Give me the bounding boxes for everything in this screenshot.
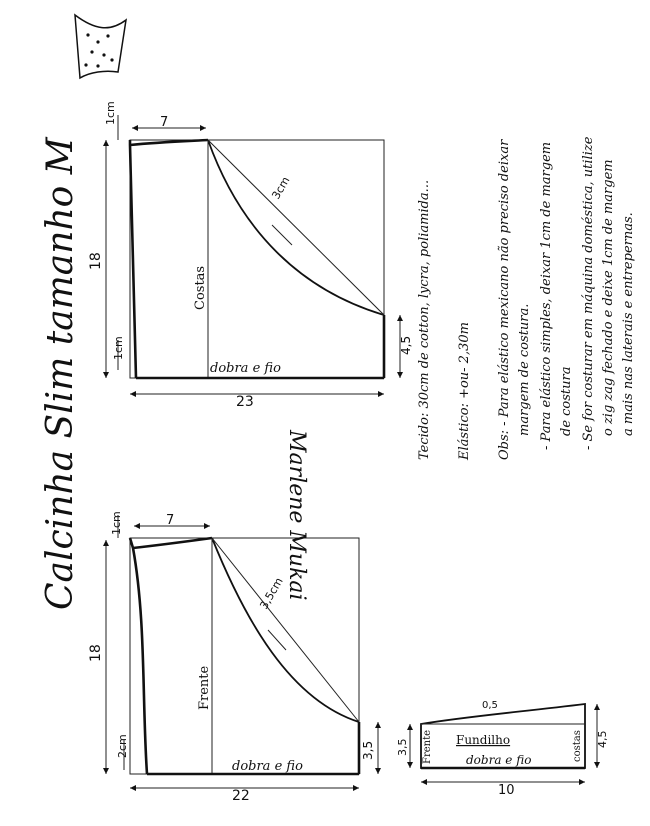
frente-dim-side: 2cm bbox=[116, 734, 129, 758]
fundilho-dim-curve: 0,5 bbox=[482, 700, 498, 711]
frente-dim-width: 22 bbox=[232, 788, 250, 804]
frente-dim-waist: 1cm bbox=[110, 511, 123, 535]
frente-dim-right: 3,5 bbox=[361, 740, 375, 760]
fundilho-pattern bbox=[396, 700, 609, 798]
costas-dim-height: 18 bbox=[88, 252, 104, 270]
note-line: Obs: - Para elástico mexicano não preciso deixar bbox=[497, 139, 512, 460]
signature: Marlene Mukai bbox=[284, 430, 309, 601]
costas-dim-top: 7 bbox=[160, 115, 169, 130]
costas-dim-right: 4,5 bbox=[399, 335, 413, 355]
costas-side-line bbox=[130, 140, 136, 378]
note-line: a mais nas laterais e entrepernas. bbox=[621, 212, 636, 436]
costas-fold-label: dobra e fio bbox=[210, 361, 281, 376]
fundilho-left-label: Frente bbox=[422, 729, 433, 764]
costas-dim-width: 23 bbox=[236, 394, 254, 410]
fundilho-fold-label: dobra e fio bbox=[466, 753, 532, 767]
frente-label: Frente bbox=[197, 665, 212, 710]
frente-dim-top: 7 bbox=[166, 513, 175, 528]
costas-dim-curve: 3cm bbox=[269, 174, 293, 202]
costas-dim-side: 1cm bbox=[112, 336, 125, 360]
frente-dim-height: 18 bbox=[88, 644, 104, 662]
note-line: Tecido: 30cm de cotton, lycra, poliamida... bbox=[417, 179, 432, 460]
frente-dim-curve: 3,5cm bbox=[257, 575, 286, 612]
costas-pattern bbox=[88, 101, 413, 410]
fundilho-dim-right: 4,5 bbox=[596, 730, 609, 748]
frente-curve-depth bbox=[268, 630, 286, 650]
costas-curve-depth bbox=[272, 225, 292, 245]
fundilho-label: Fundilho bbox=[456, 733, 511, 747]
note-line: - Se for costurar em máquina doméstica, utilize bbox=[581, 136, 596, 450]
costas-dim-waist: 1cm bbox=[104, 101, 117, 125]
panties-icon bbox=[75, 15, 126, 78]
frente-grid-box bbox=[130, 538, 359, 774]
notes-block bbox=[417, 136, 636, 461]
fundilho-right-label: costas bbox=[572, 730, 583, 762]
costas-label: Costas bbox=[193, 265, 208, 310]
frente-side-line bbox=[130, 538, 147, 774]
costas-grid-box bbox=[130, 140, 384, 378]
note-line: margem de costura. bbox=[517, 303, 532, 436]
fundilho-dim-left: 3,5 bbox=[396, 738, 409, 756]
note-line: - Para elástico simples, deixar 1cm de margem bbox=[539, 141, 554, 450]
frente-waist-line bbox=[133, 538, 212, 548]
costas-leg-guide bbox=[208, 140, 384, 315]
costas-waist-line bbox=[130, 140, 208, 145]
note-line: de costura bbox=[559, 366, 574, 436]
frente-pattern bbox=[88, 511, 381, 804]
note-line: Elástico: +ou- 2,30m bbox=[457, 322, 472, 460]
frente-fold-label: dobra e fio bbox=[232, 759, 303, 774]
note-line: o zig zag fechado e deixe 1cm de margem bbox=[601, 159, 616, 436]
page-title: Calcinha Slim tamanho M bbox=[40, 137, 81, 610]
fundilho-dim-width: 10 bbox=[498, 783, 515, 798]
